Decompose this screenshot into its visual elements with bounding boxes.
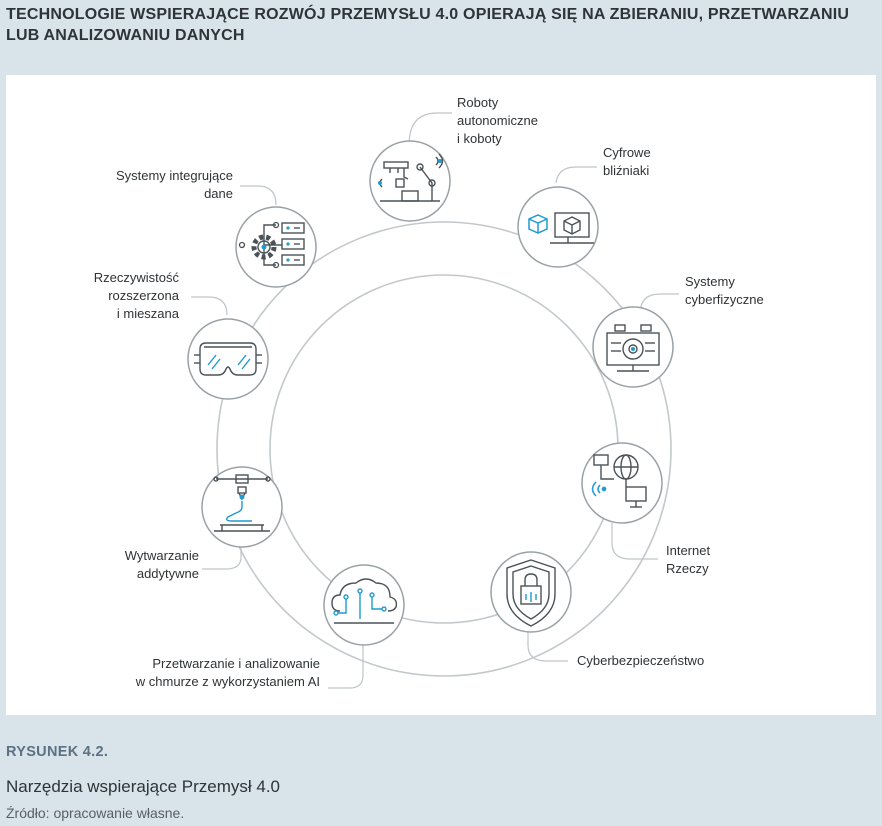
node-label-integr: Systemy integrujące dane — [115, 168, 233, 201]
node-label-cyber: Cyberbezpieczeństwo — [577, 653, 705, 668]
node-label-roboty: Roboty autonomiczne i koboty — [457, 95, 538, 146]
figure-source: Źródło: opracowanie własne. — [6, 805, 185, 821]
node-label-addytywne: Wytwarzanie addytywne — [124, 548, 199, 581]
diagram-panel — [6, 75, 876, 715]
figure-number: RYSUNEK 4.2. — [6, 744, 109, 760]
figure-title: Narzędzia wspierające Przemysł 4.0 — [6, 777, 280, 796]
node-label-cyfrowe: Cyfrowe bliźniaki — [603, 145, 651, 178]
page-title: TECHNOLOGIE WSPIERAJĄCE ROZWÓJ PRZEMYSŁU 4.0 OPIERAJĄ SIĘ NA ZBIERANIU, PRZETWARZANIU LUB ANALIZOWANIU DANYCH — [6, 6, 850, 44]
node-label-ar: Rzeczywistość rozszerzona i mieszana — [93, 270, 179, 321]
node-label-cps: Systemy cyberfizyczne — [685, 274, 764, 307]
cps-accent — [631, 347, 635, 351]
node-label-iot: Internet Rzeczy — [666, 543, 711, 576]
node-label-chmura: Przetwarzanie i analizowanie w chmurze z wykorzystaniem AI — [135, 656, 320, 689]
